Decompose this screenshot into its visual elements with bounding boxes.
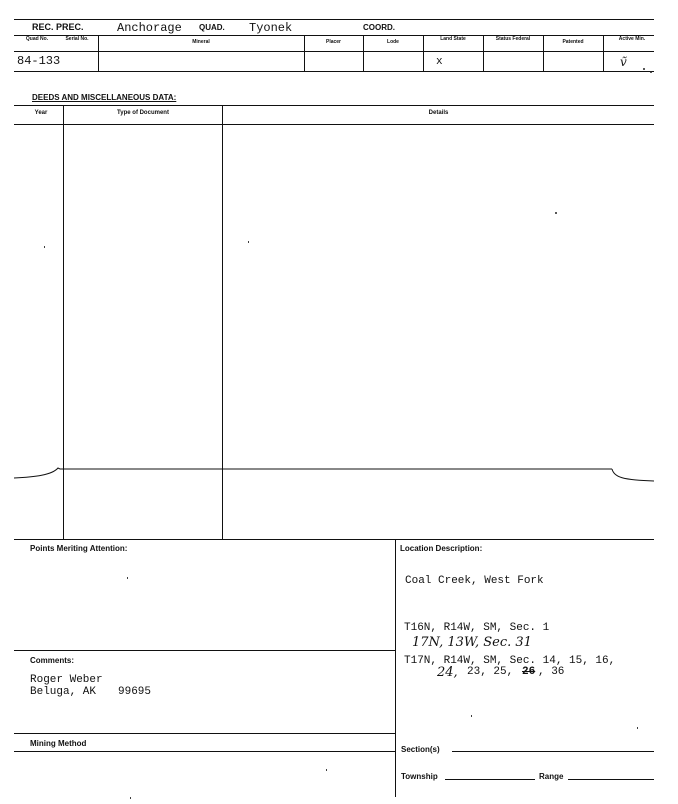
stray-mark: [44, 246, 45, 248]
header-top-rule: [14, 19, 654, 20]
rec-prec-value: Anchorage: [117, 21, 182, 35]
location-place: Coal Creek, West Fork: [405, 575, 544, 587]
sections-label: Section(s): [401, 745, 440, 754]
stray-mark: [555, 212, 557, 214]
col-divider: [603, 35, 604, 71]
deeds-header-rule: [14, 124, 654, 125]
mining-label: Mining Method: [30, 739, 87, 748]
stray-mark: [248, 241, 249, 243]
lower-top-rule: [14, 539, 654, 540]
mining-top-rule: [14, 733, 395, 734]
comment-zip: 99695: [118, 686, 152, 698]
table-top-rule: [14, 35, 654, 36]
points-label: Points Meriting Attention:: [30, 544, 128, 553]
table-bottom-rule: [14, 71, 654, 72]
township-label: Township: [401, 772, 438, 781]
col-year-header: Year: [34, 110, 48, 116]
comments-top-rule: [14, 650, 395, 651]
comment-city: Beluga, AK: [30, 686, 97, 698]
active-mark: ṽ: [620, 55, 627, 69]
township-fill-line: [445, 779, 535, 780]
page-fold-lines: [0, 455, 678, 495]
quad-value: Tyonek: [249, 21, 293, 35]
location-typed-line2: T17N, R14W, SM, Sec. 14, 15, 16,: [404, 655, 616, 667]
stray-mark: [326, 769, 327, 771]
header-patented: Patented: [562, 39, 584, 45]
table-header-rule: [14, 51, 654, 52]
comment-name: Roger Weber: [30, 674, 103, 686]
header-serial-no: Serial No.: [65, 36, 89, 42]
quad-serial-value: 84-133: [17, 54, 61, 68]
stray-mark: [637, 727, 638, 729]
col-details-header: Details: [428, 110, 449, 116]
land-state-mark: x: [436, 56, 443, 68]
quad-label: QUAD.: [199, 23, 225, 32]
comments-label: Comments:: [30, 656, 75, 665]
location-typed-line3a: 23, 25,: [467, 666, 514, 678]
location-label: Location Description:: [400, 544, 483, 553]
scribbled-section: 26: [522, 666, 536, 678]
stray-mark: [127, 577, 128, 579]
header-placer: Placer: [325, 39, 341, 45]
stray-mark: [650, 71, 652, 73]
deeds-top-rule: [14, 105, 654, 106]
stray-mark: [471, 715, 472, 717]
mining-bottom-rule: [14, 751, 395, 752]
location-typed-line3b: , 36: [538, 666, 565, 678]
stray-mark: [130, 797, 131, 799]
header-lode: Lode: [387, 39, 399, 45]
lower-center-divider: [395, 539, 396, 797]
rec-prec-label: REC. PREC.: [32, 22, 84, 32]
header-status-federal: Status Federal: [495, 36, 531, 42]
header-land-state: Land State: [440, 36, 466, 42]
header-quad-no: Quad No.: [25, 36, 49, 42]
coord-label: COORD.: [363, 23, 395, 32]
range-label: Range: [539, 772, 564, 781]
col-divider: [483, 35, 484, 71]
location-hand-line1: 17N, 13W, Sec. 31: [412, 635, 532, 650]
sections-fill-line: [452, 751, 654, 752]
col-divider: [423, 35, 424, 71]
location-hand-line2: 24,: [437, 665, 458, 680]
location-typed-line1: T16N, R14W, SM, Sec. 1: [404, 622, 550, 634]
stray-mark: [643, 68, 645, 70]
header-active-min: Active Min.: [618, 36, 646, 42]
range-fill-line: [568, 779, 654, 780]
col-type-header: Type of Document: [117, 110, 169, 116]
deeds-section-title: DEEDS AND MISCELLANEOUS DATA:: [32, 93, 177, 102]
header-mineral: Mineral: [192, 39, 210, 45]
